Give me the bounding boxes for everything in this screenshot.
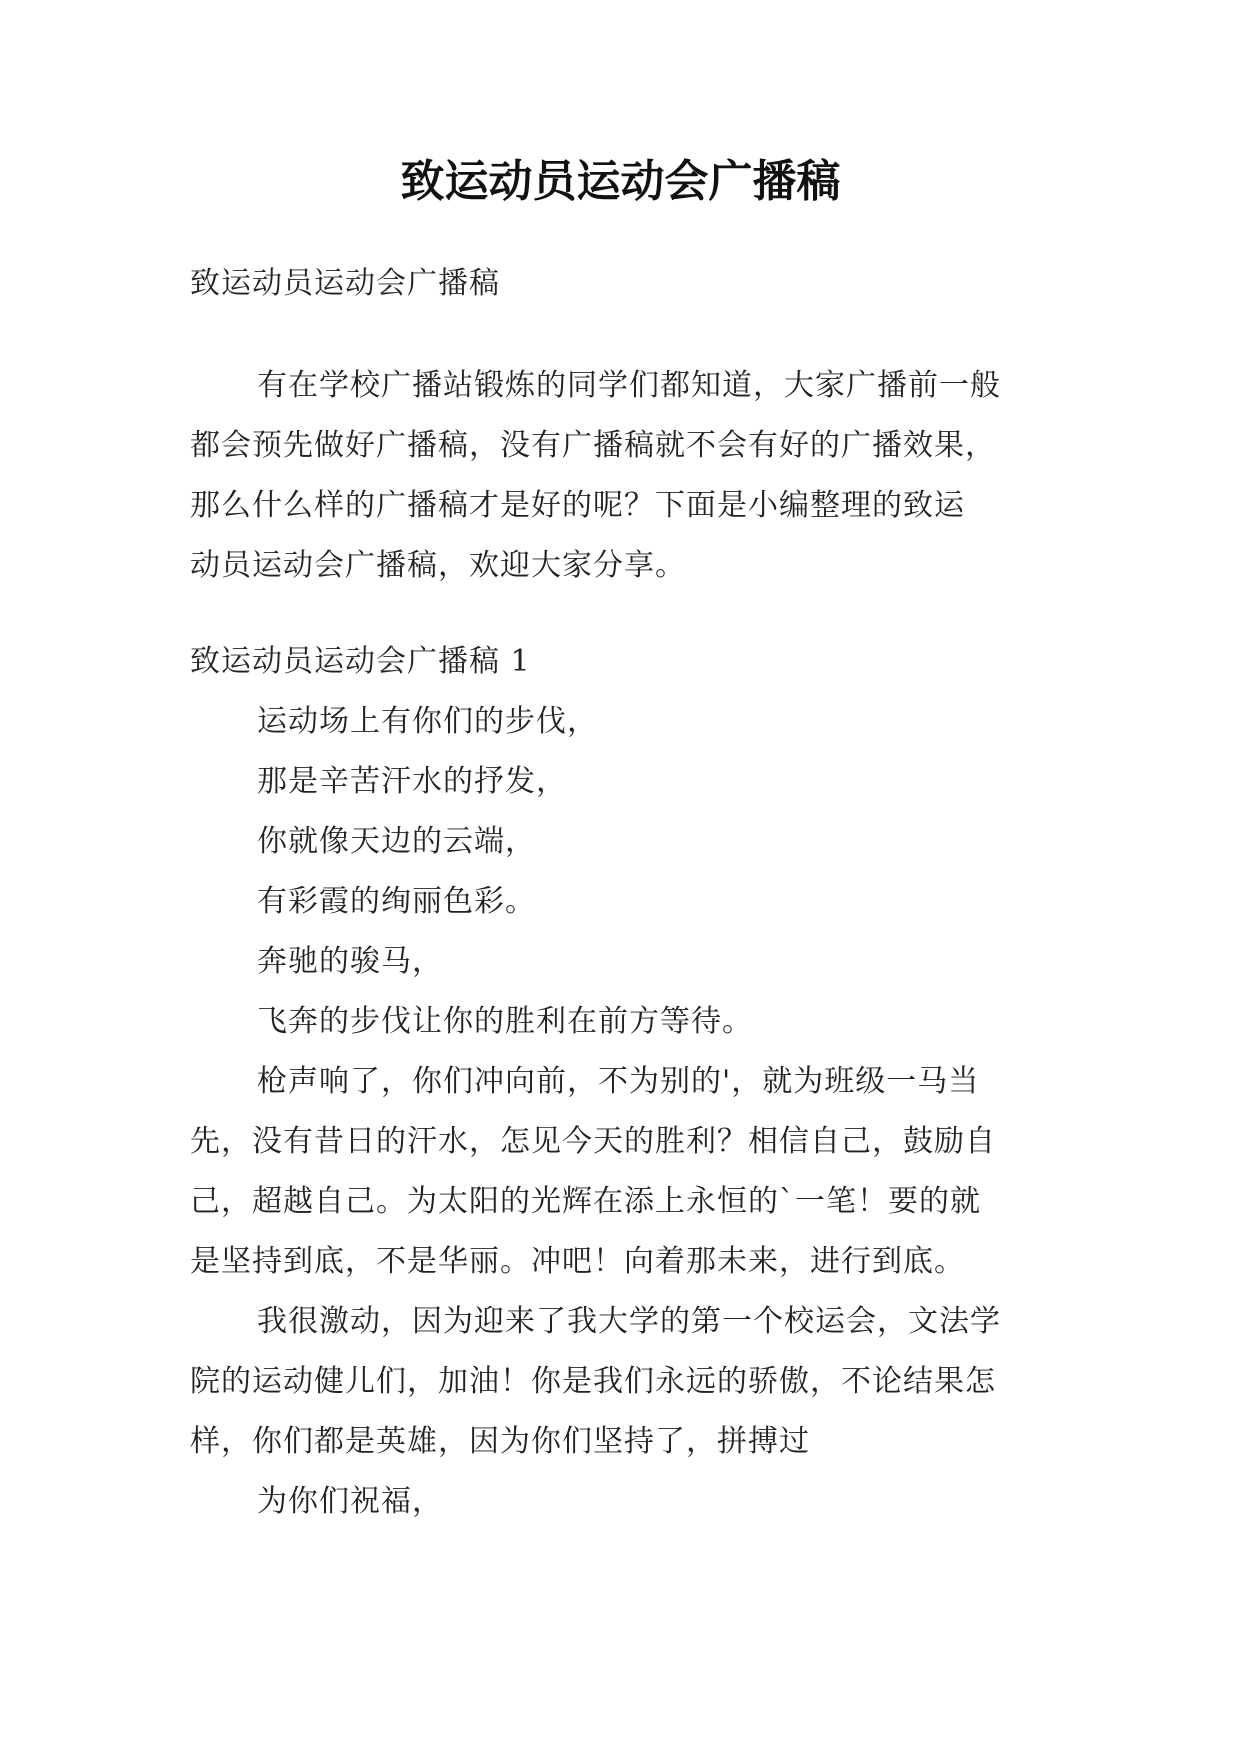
paragraph2-line-1: 我很激动，因为迎来了我大学的第一个校运会，文法学 bbox=[257, 1304, 1001, 1339]
paragraph1-line-3: 己，超越自己。为太阳的光辉在添上永恒的`一笔！要的就 bbox=[190, 1184, 981, 1219]
paragraph1-line-2: 先，没有昔日的汗水，怎见今天的胜利？相信自己，鼓励自 bbox=[190, 1124, 996, 1159]
closing-line: 为你们祝福， bbox=[257, 1484, 443, 1519]
poem-line-4: 有彩霞的绚丽色彩。 bbox=[257, 884, 536, 919]
poem-line-2: 那是辛苦汗水的抒发， bbox=[257, 764, 567, 799]
poem-line-1: 运动场上有你们的步伐， bbox=[257, 704, 598, 739]
intro-line-3: 那么什么样的广播稿才是好的呢？下面是小编整理的致运 bbox=[190, 488, 965, 523]
paragraph1-line-1: 枪声响了，你们冲向前，不为别的'，就为班级一马当 bbox=[257, 1064, 980, 1099]
document-title: 致运动员运动会广播稿 bbox=[400, 156, 841, 207]
poem-line-5: 奔驰的骏马， bbox=[257, 944, 443, 979]
poem-line-3: 你就像天边的云端， bbox=[257, 824, 536, 859]
section-heading: 致运动员运动会广播稿 1 bbox=[190, 644, 531, 679]
poem-line-6: 飞奔的步伐让你的胜利在前方等待。 bbox=[257, 1004, 753, 1039]
intro-line-4: 动员运动会广播稿，欢迎大家分享。 bbox=[190, 548, 686, 583]
document-subtitle: 致运动员运动会广播稿 bbox=[190, 266, 500, 301]
paragraph2-line-2: 院的运动健儿们，加油！你是我们永远的骄傲，不论结果怎 bbox=[190, 1364, 996, 1399]
intro-line-2: 都会预先做好广播稿，没有广播稿就不会有好的广播效果， bbox=[190, 428, 996, 463]
paragraph2-line-3: 样，你们都是英雄，因为你们坚持了，拼搏过 bbox=[190, 1424, 810, 1459]
paragraph1-line-4: 是坚持到底，不是华丽。冲吧！向着那未来，进行到底。 bbox=[190, 1244, 965, 1279]
intro-line-1: 有在学校广播站锻炼的同学们都知道，大家广播前一般 bbox=[257, 368, 1001, 403]
